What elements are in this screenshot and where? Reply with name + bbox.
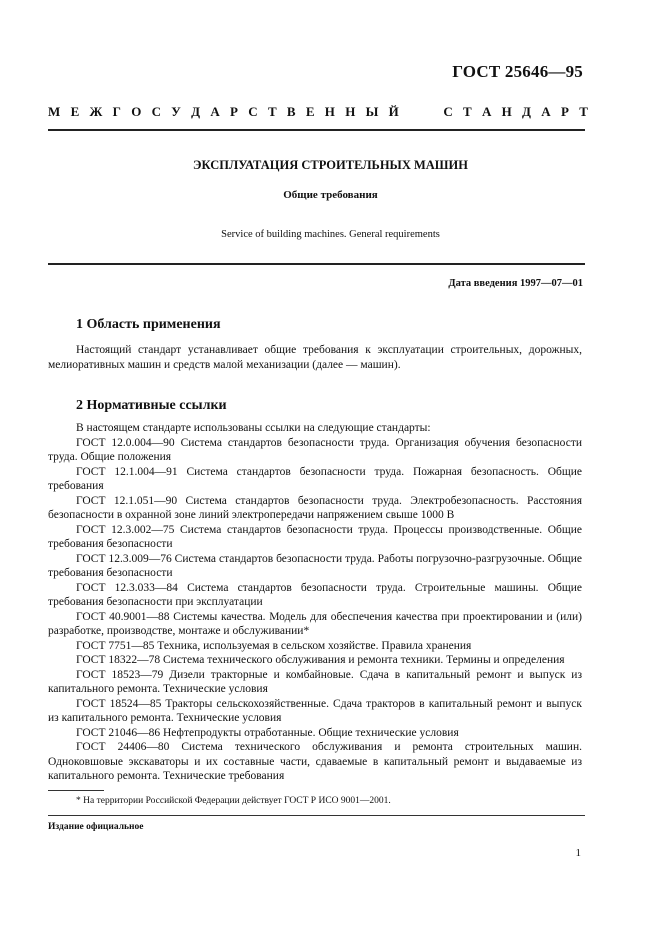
heading-letter: Т — [463, 104, 472, 119]
reference-item: ГОСТ 12.1.004—91 Система стандартов безопасности труда. Пожарная безопасность. Общие требования — [48, 465, 582, 492]
heading-letter: Ы — [365, 104, 379, 119]
heading-letter: А — [481, 104, 492, 119]
section-1-title: 1 Область применения — [76, 317, 221, 332]
references-intro: В настоящем стандарте использованы ссылки на следующие стандарты: — [76, 422, 431, 434]
gost-number: ГОСТ 25646—95 — [452, 62, 583, 81]
reference-item: ГОСТ 12.3.002—75 Система стандартов безопасности труда. Процессы производственные. Общие требования безопасности — [48, 523, 582, 550]
document-subtitle: Общие требования — [283, 189, 378, 201]
heading-letter: Е — [305, 104, 315, 119]
header-rule — [48, 129, 585, 131]
heading-letter: С — [248, 104, 258, 119]
section-2-title: 2 Нормативные ссылки — [76, 398, 227, 413]
heading-letter: Е — [70, 104, 80, 119]
section-1-text: Настоящий стандарт устанавливает общие требования к эксплуатации строительных, дорожных, мелиоративных машин и средств малой механизации (далее — машин). — [48, 344, 582, 371]
references-list — [48, 421, 582, 784]
footnote: * На территории Российской Федерации действует ГОСТ Р ИСО 9001—2001. — [76, 796, 391, 806]
heading-word-gap — [409, 104, 433, 120]
heading-letter: М — [48, 104, 61, 119]
edition-rule — [48, 815, 585, 816]
heading-letter: Н — [324, 104, 335, 119]
heading-letter: С — [443, 104, 453, 119]
heading-letter: Т — [579, 104, 588, 119]
footnote-rule — [48, 790, 104, 791]
heading-letter: Р — [560, 104, 569, 119]
heading-letter: О — [131, 104, 142, 119]
heading-letter: Д — [522, 104, 531, 119]
heading-letter: А — [210, 104, 220, 119]
reference-item: ГОСТ 18523—79 Дизели тракторные и комбайновые. Сдача в капитальный ремонт и выпуск из капитального ремонта. Технические условия — [48, 668, 582, 695]
edition-label: Издание официальное — [48, 822, 144, 832]
reference-item: ГОСТ 24406—80 Система технического обслуживания и ремонта строительных машин. Одноковшовые экскаваторы и их составные части, сдаваемые в капитальный ремонт и выдаваемые из капитального ремонта. Технические требования — [48, 741, 582, 782]
reference-item: ГОСТ 7751—85 Техника, используемая в сельском хозяйстве. Правила хранения — [76, 639, 472, 652]
reference-item: ГОСТ 12.0.004—90 Система стандартов безопасности труда. Организация обучения безопасности труда. Общие положения — [48, 436, 582, 463]
reference-item: ГОСТ 40.9001—88 Системы качества. Модель для обеспечения качества при проектировании и (или) разработке, производстве, монтаже и обслуживании* — [48, 610, 582, 637]
standard-kind-heading — [48, 104, 588, 120]
reference-item: ГОСТ 12.3.009—76 Система стандартов безопасности труда. Работы погрузочно-разгрузочные. Общие требования безопасности — [48, 552, 582, 579]
reference-item: ГОСТ 12.1.051—90 Система стандартов безопасности труда. Электробезопасность. Расстояния безопасности в охранной зоне линий электропередачи напряжением свыше 1000 В — [48, 494, 582, 521]
reference-item: ГОСТ 21046—86 Нефтепродукты отработанные. Общие технические условия — [76, 726, 459, 739]
reference-item: ГОСТ 18524—85 Тракторы сельскохозяйственные. Сдача тракторов в капитальный ремонт и выпуск из капитального ремонта. Технические условия — [48, 697, 582, 724]
heading-letter: Г — [112, 104, 121, 119]
reference-item: ГОСТ 12.3.033—84 Система стандартов безопасности труда. Строительные машины. Общие требования безопасности при эксплуатации — [48, 581, 582, 608]
heading-letter: Р — [230, 104, 238, 119]
reference-item: ГОСТ 18322—78 Система технического обслуживания и ремонта техники. Термины и определения — [76, 654, 565, 666]
heading-letter: Й — [388, 104, 399, 119]
heading-letter: С — [151, 104, 162, 119]
intro-date: Дата введения 1997—07—01 — [448, 278, 583, 289]
heading-letter: В — [286, 104, 296, 119]
heading-letter: Д — [191, 104, 201, 119]
heading-letter: Ж — [89, 104, 103, 119]
heading-letter: А — [541, 104, 551, 119]
document-title: ЭКСПЛУАТАЦИЯ СТРОИТЕЛЬНЫХ МАШИН — [193, 158, 468, 172]
heading-letter: Т — [267, 104, 277, 119]
page-number: 1 — [575, 847, 581, 859]
heading-letter: Н — [345, 104, 356, 119]
heading-letter: Н — [501, 104, 512, 119]
english-title: Service of building machines. General requirements — [221, 229, 440, 240]
title-rule — [48, 263, 585, 265]
heading-letter: У — [171, 104, 181, 119]
